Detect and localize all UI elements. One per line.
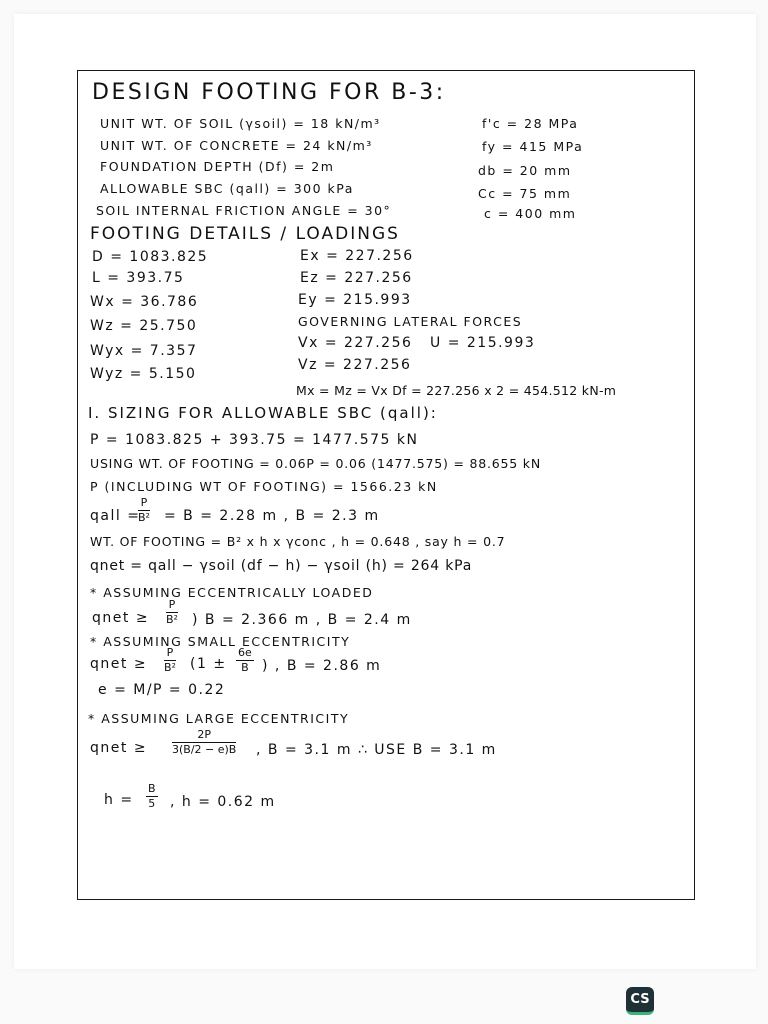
scanner-app-logo: CS <box>626 987 654 1015</box>
weight-of-footing-line: WT. OF FOOTING = B² x h x γconc , h = 0.648 , say h = 0.7 <box>90 534 506 549</box>
h-lhs: h = <box>104 792 134 808</box>
param-soil-unit-weight: UNIT WT. OF SOIL (γsoil) = 18 kN/m³ <box>100 116 381 131</box>
load-d: D = 1083.825 <box>92 249 209 265</box>
load-l: L = 393.75 <box>92 270 185 286</box>
fraction-numerator: P <box>166 598 178 613</box>
section-loadings-title: FOOTING DETAILS / LOADINGS <box>90 224 400 244</box>
param-foundation-depth: FOUNDATION DEPTH (Df) = 2m <box>100 159 335 174</box>
force-vx: Vx = 227.256 <box>298 335 413 351</box>
fraction-numerator: P <box>164 646 176 661</box>
assume-large-eccentricity-heading: * ASSUMING LARGE ECCENTRICITY <box>88 711 350 726</box>
qall-lhs: qall = <box>90 508 141 524</box>
force-u: U = 215.993 <box>430 335 536 351</box>
param-concrete-unit-weight: UNIT WT. OF CONCRETE = 24 kN/m³ <box>100 138 373 153</box>
sizing-p: P = 1083.825 + 393.75 = 1477.575 kN <box>90 432 419 448</box>
fraction-p-over-b2-2 <box>166 598 178 627</box>
load-wyx: Wyx = 7.357 <box>90 343 198 359</box>
eccentric-result: ) B = 2.366 m , B = 2.4 m <box>192 612 412 628</box>
param-fy: fy = 415 MPa <box>482 139 584 154</box>
load-ez: Ez = 227.256 <box>300 270 413 286</box>
fraction-denominator: 5 <box>148 797 156 810</box>
fraction-large-ecc <box>172 728 236 757</box>
fraction-numerator: P <box>138 496 150 511</box>
large-ecc-result: , B = 3.1 m ∴ USE B = 3.1 m <box>256 742 497 758</box>
param-allowable-sbc: ALLOWABLE SBC (qall) = 300 kPa <box>100 181 354 196</box>
small-ecc-result: ) , B = 2.86 m <box>262 658 382 674</box>
governing-lateral-forces-title: GOVERNING LATERAL FORCES <box>298 314 523 329</box>
load-ex: Ex = 227.256 <box>300 248 414 264</box>
assume-small-eccentricity-heading: * ASSUMING SMALL ECCENTRICITY <box>90 634 351 649</box>
load-wz: Wz = 25.750 <box>90 318 198 334</box>
fraction-p-over-b2 <box>138 496 150 525</box>
fraction-denominator: B² <box>164 661 176 674</box>
fraction-numerator: 6e <box>238 646 252 659</box>
h-result: , h = 0.62 m <box>170 794 276 810</box>
force-vz: Vz = 227.256 <box>298 357 412 373</box>
fraction-denominator: 3(B/2 − e)B <box>172 743 237 756</box>
param-c: c = 400 mm <box>484 206 577 221</box>
param-fc: f'c = 28 MPa <box>482 116 579 131</box>
load-ey: Ey = 215.993 <box>298 292 412 308</box>
load-wyz: Wyz = 5.150 <box>90 366 197 382</box>
load-wx: Wx = 36.786 <box>90 294 199 310</box>
fraction-denominator: B <box>241 661 249 674</box>
qnet-line: qnet = qall − γsoil (df − h) − γsoil (h) = 264 kPa <box>90 558 473 574</box>
qall-result: = B = 2.28 m , B = 2.3 m <box>164 508 380 524</box>
page-heading: DESIGN FOOTING FOR B-3: <box>92 80 446 105</box>
assume-eccentric-heading: * ASSUMING ECCENTRICALLY LOADED <box>90 585 374 600</box>
fraction-numerator: B <box>148 782 156 795</box>
sizing-footing-weight: USING WT. OF FOOTING = 0.06P = 0.06 (1477.575) = 88.655 kN <box>90 456 542 471</box>
sizing-p-including-weight: P (INCLUDING WT OF FOOTING) = 1566.23 kN <box>90 479 438 494</box>
fraction-denominator: B² <box>166 613 178 626</box>
param-friction-angle: SOIL INTERNAL FRICTION ANGLE = 30° <box>96 203 392 218</box>
fraction-denominator: B² <box>138 511 150 524</box>
moment-mx-mz: Mx = Mz = Vx Df = 227.256 x 2 = 454.512 kN-m <box>296 383 617 398</box>
section-sizing-title: I. SIZING FOR ALLOWABLE SBC (qall): <box>88 404 438 422</box>
param-cc: Cc = 75 mm <box>478 186 572 201</box>
fraction-p-over-b2-3 <box>164 646 176 675</box>
param-db: db = 20 mm <box>478 163 572 178</box>
qnet-ge-1: qnet ≥ <box>92 610 150 626</box>
fraction-6e-over-b <box>236 646 254 675</box>
qnet-ge-3: qnet ≥ <box>90 740 148 756</box>
small-ecc-open: (1 ± <box>190 656 227 672</box>
fraction-numerator: 2P <box>172 728 236 743</box>
qnet-ge-2: qnet ≥ <box>90 656 148 672</box>
fraction-b-over-5 <box>146 782 158 811</box>
eccentricity-e: e = M/P = 0.22 <box>98 682 226 698</box>
